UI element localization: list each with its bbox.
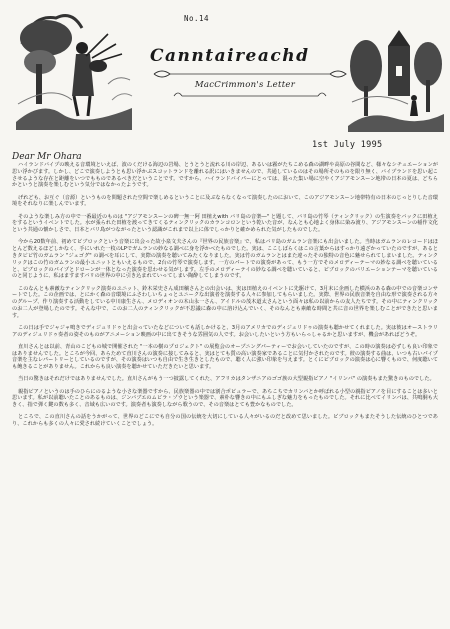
letterhead bbox=[0, 0, 450, 132]
body-paragraph: げれども、お互ぐ（音源）というものを問題された空間で楽しめるということに及ぶならなくなって演奏したのにおいて、このアジアモンスーン地帯特有の日本のじっとりした音環境をそれなりに楽しんでいます。 bbox=[12, 194, 438, 208]
piper-engraving-left bbox=[12, 4, 134, 130]
letter-body bbox=[12, 162, 438, 433]
castle-engraving-right bbox=[348, 6, 444, 132]
body-paragraph: この日は手でジャジャ鳴きでディジュリドゥと出会っていたなどについても話しかけると、3月のアメリカでのディジュリドゥの演奏も聴かせてくれました。実は彼はオーストラリアのディジュリドゥ奏者の姿そのものがアニメーション映画の中に出てきそうな雰囲気の人です。お会いしたいという方もいらっしゃるかと思いますが、機会があればどうぞ。 bbox=[12, 324, 438, 338]
salutation: Dear Mr Ohara bbox=[12, 152, 82, 162]
body-paragraph: そのような楽しみ方の中で一番最近のものは "アジアモンスーンの碑一無一阿 田植えwith バリ島の音楽―" と題して、バリ島の竹琴（ティンクリック）の生演奏をバックに田植えをするというイベントでした。水が張られた田植を渡ってきてくるティンクリックのカランコロンという乾いた音が、なんとも心地よく身体に染み渡り、アジアモンスーンの稲作文化という共通の懐かしさで、日本とバリ島がつながったという認識がこれまで以上に体でしっかりと確かめられた気がしたものでした。 bbox=[12, 213, 438, 234]
body-paragraph: ところで、この直川さんの話をうかがって、世界のどこにでも自分の国の伝統を大切にしている人々がいるのだと改めて思いました。ピブロックもまたそうした伝統のひとつであり、これからも多くの人々に愛され続けていくことでしょう。 bbox=[12, 414, 438, 428]
masthead-title: Canntaireachd bbox=[150, 46, 310, 66]
body-paragraph: 直川さんとは以前、青山のこどもの城で開催された "一本の樹のプロジェクト" の展覧会のオープニングパーティーでお会いしていたのですが、この時の演奏は必ずしも良い印象ではありませんでした。ところが今回、あらためて直川さんの演奏に接してみると、実はとても質の高い演奏家であることに気付かされたのです。彼の演奏する曲は、いつも古いパイプ音楽を主なレパートリーとしているのですが、その演奏はいつも自由で生き生きとしたもので、聴く人に強い印象を与えます。とくにピブロックの演奏は心に響くもので、何度聴いても飽きることがありません。これからも良い演奏を聴かせていただきたいと思います。 bbox=[12, 343, 438, 371]
body-paragraph: 今から20数年前、初めてピブロックという音楽に出会った故小泉文夫さんの『世界の民族音楽』で、私はバリ島のガムラン音楽にも出会いました。当時はガムランのレコードはほとんど数えるほどしかなく、手にいれた一枚のLPでガムランの妙なる調べに身を浮かべたものでした。実は、ここしばらくはこの言葉からはすっかり遠ざかっていたのですが、あるときタビビ竹のガムラン "ジェゴグ" の調べを耳にして、実際の演奏を聴いてみたくなりました。実は竹のガムランとはまた違ったその独特の音色に魅せられてしまいました。ティンクリックはこの竹のガムランの最小ユニットともいえるもので、2台の竹琴で演奏します。一方のパートでの演奏があって、もう一方でそのメロディーテーマの妙なる調べを聴いていると、ピブロックのパイプとドローンが一体となった演奏を思わせる気がします。左手のメロディーテイの妙なる調べを聴いていると、ピブロックのバリエーションテーマを聴いているのと同じように、私はますますバリの世界の中に引き込まれていってしまい陶酔してしまうのです。 bbox=[12, 239, 438, 280]
body-paragraph: 当日の驚きはそれだけではありませんでした。直川さんがもう一つ披露してくれた、アフリカはタンザニアのゴゴ族の大型親指ピアノ "イリンバ" の演奏もまた驚きのものでした。 bbox=[18, 376, 435, 383]
letter-date: 1st July 1995 bbox=[312, 140, 383, 150]
body-paragraph: このなんとも素敵なティンクリック演奏のユニット、鈴木栄史さん成田穣さんとの出会いは、実は田植えのイベントに先駆けて、3月末に企画した横浜のある森の中での音楽コンサートでした。この企画では、とにかく森の音環境にふさわしいちょっとユニークな出演者を演奏する人々に参加してもらいました。実際、世界の民族音楽を自由な形で演奏される方々のグループ、作り演奏する活動をしている中川康生さん、メロディオンの木山永一さん、アイドルの茂木道太さんという面々は私の以前からの友人たちです。その中にティンクリックのお二人が登場したのです。そんな中で、このお二人のティンクリックが不思議に森の中に溶け込んでいく、そのなんとも素敵な時間と共に音の世界を楽しむことができたと思います。 bbox=[12, 285, 438, 319]
body-paragraph: ハイランドバイプの映える音環境といえば、波のくだける海辺の岩場、とうとうと流れる川の岸辺、あるいは霧がたちこめる森の湖畔や高原の谷間など、様々なシチュエーションが思い浮かびます。しかし、どこで演奏しようとも思い浮かぶスコットランドを離れる訳にはいきませんので、共通しているのはその場所そのものを限り無く、バイプランドを思い起こさせるような存在と距離をいつでもものであるべきだということです。ですから、ハイランドバイパーにとっては、混った集い場に空やくアジアモンスーン地帯の日本の夏は、どちらかというと演奏を楽しむという気分ではなかったようです。 bbox=[12, 162, 438, 189]
masthead-subtitle: MacCrimmon's Letter bbox=[194, 80, 296, 90]
body-paragraph: 親指ピアノというのは手のひらにのるような小さな楽器ですから、民族楽器の中では割合ポピュラーで、あちこちでカリンバとか呼ばれる小型の親指ピアノを目にすることは多いと思います。私が以前聴いたことのあるものは、ジンバブエのムビラ・ゾウという楽器で、素朴な響きの中にもふしぎな魅力をもったものでした。それに比べてイリンバは、共鳴胴も大きく、指で弾く鍵の数も多く、音域も広いのです。演奏者も演奏しながら歌うので、その音楽はとても豊かなものでした。 bbox=[12, 388, 438, 409]
issue-number: No.14 bbox=[184, 14, 210, 23]
